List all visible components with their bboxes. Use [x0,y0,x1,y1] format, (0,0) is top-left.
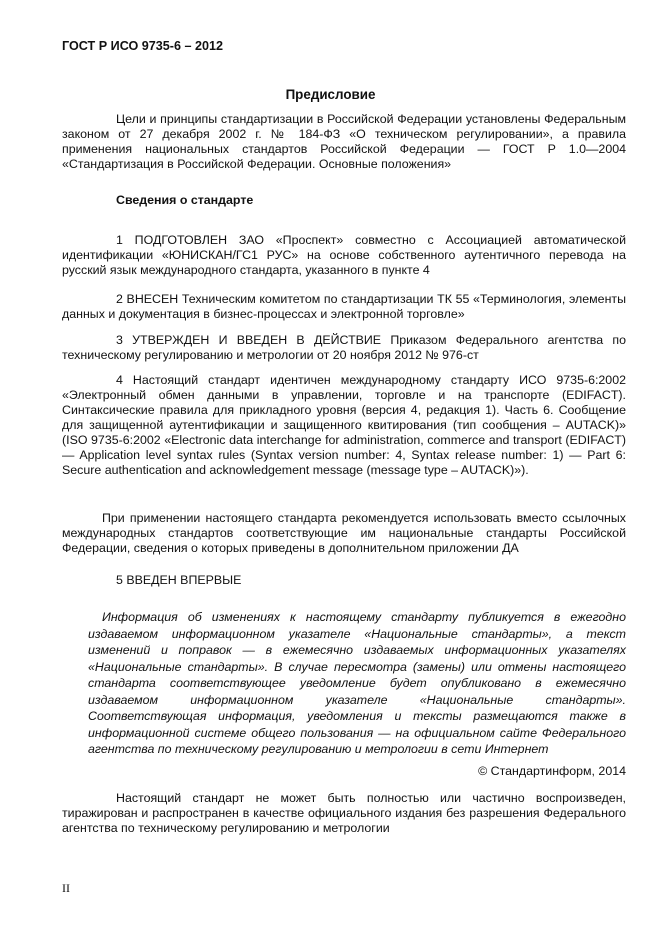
item-prepared: 1 ПОДГОТОВЛЕН ЗАО «Проспект» совместно с Ассоциацией автоматической идентификации «ЮНИСКАН/ГС1 РУС» на основе собственного аутентичного перевода на русский язык международного стандарта, указанного в пункте 4 [62,233,626,277]
standard-info-heading: Сведения о стандарте [116,193,254,207]
item-introduced: 2 ВНЕСЕН Техническим комитетом по стандартизации ТК 55 «Терминология, элементы данных и документация в бизнес-процессах и электронной торговле» [62,292,626,321]
item-references-note: При применении настоящего стандарта рекомендуется использовать вместо ссылочных международных стандартов соответствующие им национальные стандарты Российской Федерации, сведения о которых приведены в дополнительном приложении ДА [62,511,626,555]
item-identical-standard: 4 Настоящий стандарт идентичен международному стандарту ИСО 9735-6:2002 «Электронный обмен данными в управлении, торговле и на транспорте (EDIFACT). Синтаксические правила для прикладного уровня (версия 4, редакция 1). Часть 6. Сообщение для защищенной аутентификации и защищенного квитирования (тип сообщения – AUTACK)» (ISO 9735-6:2002 «Electronic data interchange for administration, commerce and transport (EDIFACT) — Application level syntax rules (Syntax version number: 4, Syntax release number: 1) — Part 6: Secure authentication and acknowledgement message (message type – AUTACK)»). [62,373,626,477]
reproduction-notice: Настоящий стандарт не может быть полностью или частично воспроизведен, тиражирован и распространен в качестве официального издания без разрешения Федерального агентства по техническому регулированию и метрологии [62,791,626,835]
intro-paragraph: Цели и принципы стандартизации в Российской Федерации установлены Федеральным законом от 27 декабря 2002 г. № 184-ФЗ «О техническом регулировании», а правила применения национальных стандартов Российской Федерации — ГОСТ Р 1.0—2004 «Стандартизация в Российской Федерации. Основные положения» [62,112,626,171]
page-number: II [62,881,70,895]
document-standard-code: ГОСТ Р ИСО 9735-6 – 2012 [62,39,224,53]
foreword-title: Предисловие [285,87,376,102]
changes-information-notice: Информация об изменениях к настоящему стандарту публикуется в ежегодно издаваемом информационном указателе «Национальные стандарты», а текст изменений и поправок — в ежемесячно издаваемых информационных указателях «Национальные стандарты». В случае пересмотра (замены) или отмены настоящего стандарта соответствующее уведомление будет опубликовано в ежемесячно издаваемом информационном указателе «Национальные стандарты». Соответствующая информация, уведомления и тексты размещаются также в информационной системе общего пользования — на официальном сайте Федерального агентства по техническому регулированию и метрологии в сети Интернет [88,610,626,756]
copyright-line: © Стандартинформ, 2014 [478,764,626,778]
item-approved: 3 УТВЕРЖДЕН И ВВЕДЕН В ДЕЙСТВИЕ Приказом Федерального агентства по техническому регулированию и метрологии от 20 ноября 2012 № 976-ст [62,333,626,362]
item-first-introduced: 5 ВВЕДЕН ВПЕРВЫЕ [116,573,242,587]
